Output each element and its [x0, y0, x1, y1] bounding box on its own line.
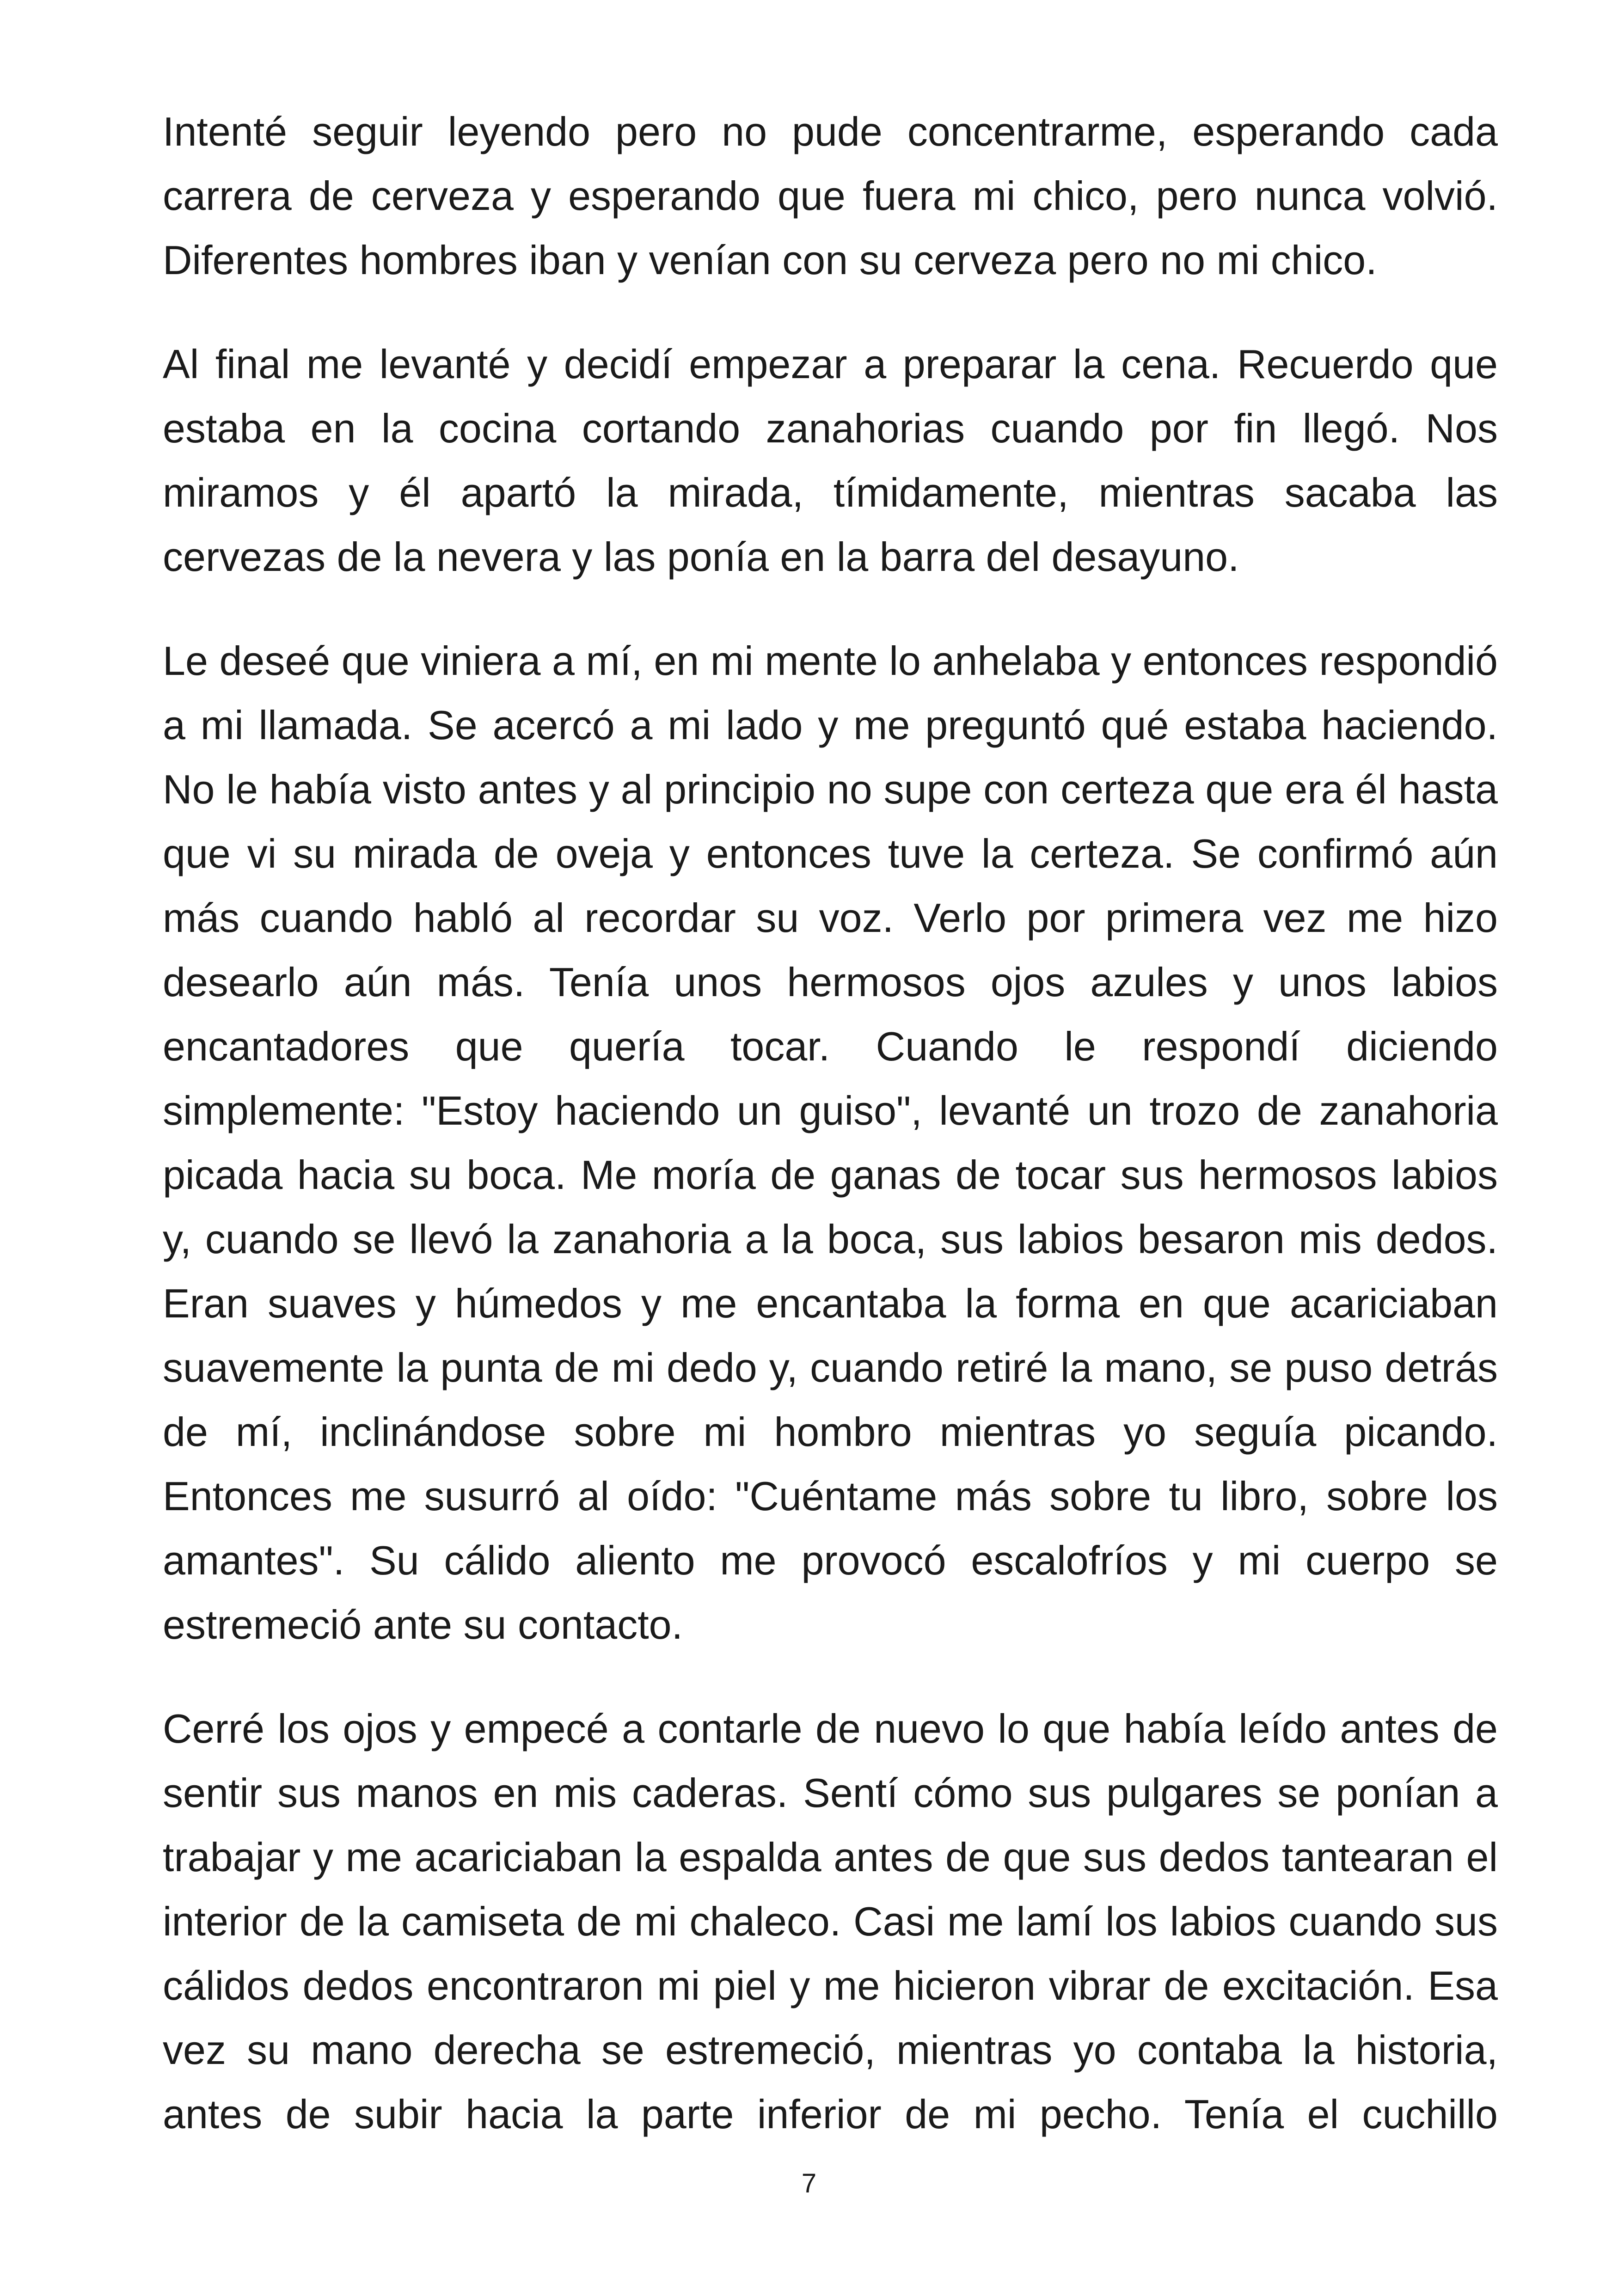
page-number: 7 [801, 2168, 817, 2198]
paragraph-1: Intenté seguir leyendo pero no pude concentrarme, esperando cada carrera de cerveza y esperando que fuera mi chico, pero nunca volvió. Diferentes hombres iban y venían con su cerveza pero no mi chico. [163, 109, 1498, 283]
paragraph-4: Cerré los ojos y empecé a contarle de nuevo lo que había leído antes de sentir sus manos en mis caderas. Sentí cómo sus pulgares se ponían a trabajar y me acariciaban la espalda antes de que sus dedos tantearan el interior de la camiseta de mi chaleco. Casi me lamí los labios cuando sus cálidos dedos encontraron mi piel y me hicieron vibrar de excitación. Esa vez su mano derecha se estremeció, mientras yo contaba la historia, antes de subir hacia la parte inferior de mi pecho. Tenía el cuchillo [163, 1706, 1498, 2137]
paragraph-2: Al final me levanté y decidí empezar a preparar la cena. Recuerdo que estaba en la cocina cortando zanahorias cuando por fin llegó. Nos miramos y él apartó la mirada, tímidamente, mientras sacaba las cervezas de la nevera y las ponía en la barra del desayuno. [163, 341, 1498, 580]
body-text [163, 99, 1498, 2186]
paragraph-3: Le deseé que viniera a mí, en mi mente lo anhelaba y entonces respondió a mi llamada. Se acercó a mi lado y me preguntó qué estaba haciendo. No le había visto antes y al principio no supe con certeza que era él hasta que vi su mirada de oveja y entonces tuve la certeza. Se confirmó aún más cuando habló al recordar su voz. Verlo por primera vez me hizo desearlo aún más. Tenía unos hermosos ojos azules y unos labios encantadores que quería tocar. Cuando le respondí diciendo simplemente: "Estoy haciendo un guiso", levanté un trozo de zanahoria picada hacia su boca. Me moría de ganas de tocar sus hermosos labios y, cuando se llevó la zanahoria a la boca, sus labios besaron mis dedos. Eran suaves y húmedos y me encantaba la forma en que acariciaban suavemente la punta de mi dedo y, cuando retiré la mano, se puso detrás de mí, inclinándose sobre mi hombro mientras yo seguía picando. Entonces me susurró al oído: "Cuéntame más sobre tu libro, sobre los amantes". Su cálido aliento me provocó escalofríos y mi cuerpo se estremeció ante su contacto. [163, 638, 1498, 1647]
